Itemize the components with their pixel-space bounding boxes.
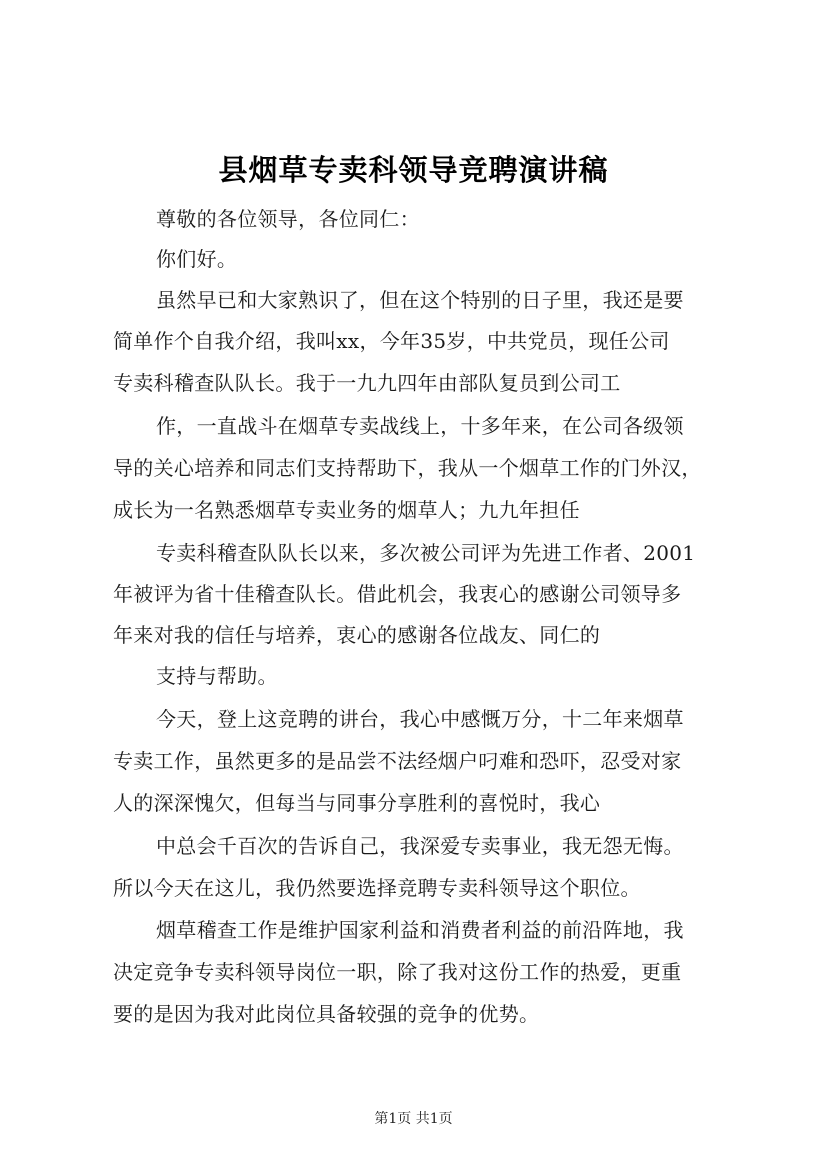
paragraph-line: 简单作个自我介绍，我叫xx，今年35岁，中共党员，现任公司 bbox=[113, 329, 670, 353]
paragraph-line: 要的是因为我对此岗位具备较强的竞争的优势。 bbox=[113, 1002, 540, 1026]
paragraph-line: 中总会千百次的告诉自己，我深爱专卖事业，我无怨无悔。 bbox=[156, 834, 684, 858]
paragraph-line: 今天，登上这竞聘的讲台，我心中感慨万分，十二年来烟草 bbox=[156, 707, 684, 731]
paragraph-line: 专卖工作，虽然更多的是品尝不法经烟户叼难和恐吓，忍受对家 bbox=[113, 749, 682, 773]
paragraph-line: 支持与帮助。 bbox=[156, 664, 278, 688]
paragraph-line: 作，一直战斗在烟草专卖战线上，十多年来，在公司各级领 bbox=[156, 414, 684, 438]
paragraph-line: 专卖科稽查队队长。我于一九九四年由部队复员到公司工 bbox=[113, 371, 621, 395]
paragraph-line: 你们好。 bbox=[156, 247, 238, 271]
paragraph-line: 年被评为省十佳稽查队长。借此机会，我衷心的感谢公司领导多 bbox=[113, 582, 682, 606]
page-footer: 第1页 共1页 bbox=[374, 1111, 453, 1127]
paragraph-line: 人的深深愧欠，但每当与同事分享胜利的喜悦时，我心 bbox=[113, 791, 601, 815]
paragraph-line: 专卖科稽查队队长以来，多次被公司评为先进工作者、2001 bbox=[156, 541, 696, 565]
document-title: 县烟草专卖科领导竞聘演讲稿 bbox=[218, 153, 609, 187]
paragraph-line: 虽然早已和大家熟识了，但在这个特别的日子里，我还是要 bbox=[156, 288, 684, 312]
paragraph-line: 烟草稽查工作是维护国家利益和消费者利益的前沿阵地，我 bbox=[156, 918, 684, 942]
paragraph-line: 决定竞争专卖科领导岗位一职，除了我对这份工作的热爱，更重 bbox=[113, 960, 682, 984]
paragraph-line: 尊敬的各位领导，各位同仁： bbox=[156, 207, 420, 231]
paragraph-line: 所以今天在这儿，我仍然要选择竞聘专卖科领导这个职位。 bbox=[113, 876, 641, 900]
paragraph-line: 导的关心培养和同志们支持帮助下，我从一个烟草工作的门外汉， bbox=[113, 456, 702, 480]
paragraph-line: 年来对我的信任与培养，衷心的感谢各位战友、同仁的 bbox=[113, 623, 601, 647]
paragraph-line: 成长为一名熟悉烟草专卖业务的烟草人；九九年担任 bbox=[113, 498, 580, 522]
